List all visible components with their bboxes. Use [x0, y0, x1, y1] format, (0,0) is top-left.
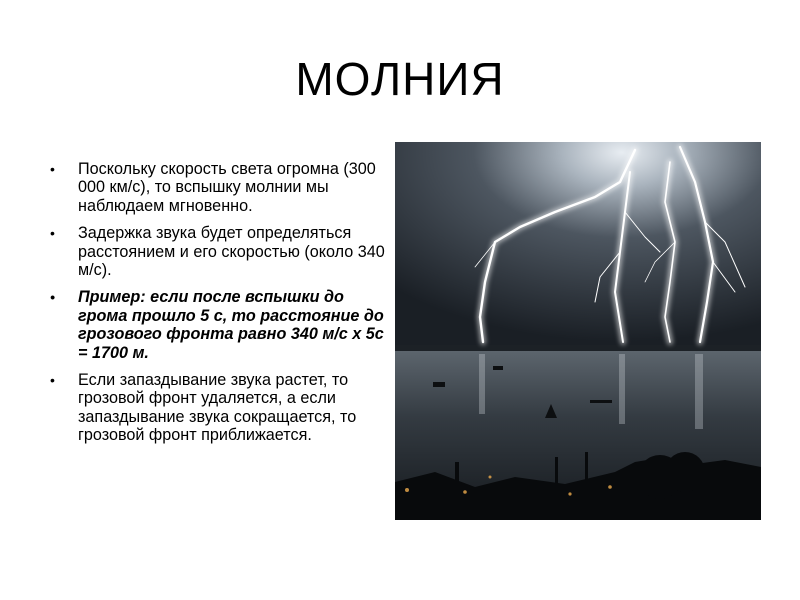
- lightning-over-water-photo: [395, 142, 761, 520]
- horizon-shore: [395, 345, 761, 351]
- bullet-dot: •: [50, 225, 55, 242]
- bullet-dot: •: [50, 161, 55, 177]
- bullet-dot: •: [50, 372, 55, 389]
- lightning-photo: [395, 142, 761, 520]
- bullet-item: [48, 371, 388, 445]
- bullet-item-example: [48, 288, 388, 362]
- bullet-dot: •: [50, 289, 55, 306]
- bullet-text: Пример: если после вспышки до грома прошло 5 с, то расстояние до грозового фронта равно 340 м/с х 5с = 1700 м.: [78, 288, 384, 362]
- bullet-text: Поскольку скорость света огромна (300 000 км/с), то вспышку молнии мы наблюдаем мгновенно.: [78, 160, 376, 215]
- bullet-item: [48, 224, 388, 279]
- bullet-item: [48, 160, 388, 215]
- slide-title: МОЛНИЯ: [295, 53, 505, 105]
- bullet-text: Если запаздывание звука растет, то грозовой фронт удаляется, а если запаздывание звука сокращается, то грозовой фронт приближается.: [78, 371, 357, 445]
- bullet-text: Задержка звука будет определяться расстоянием и его скоростью (около 340 м/с).: [78, 224, 385, 280]
- bullet-list: [48, 160, 388, 454]
